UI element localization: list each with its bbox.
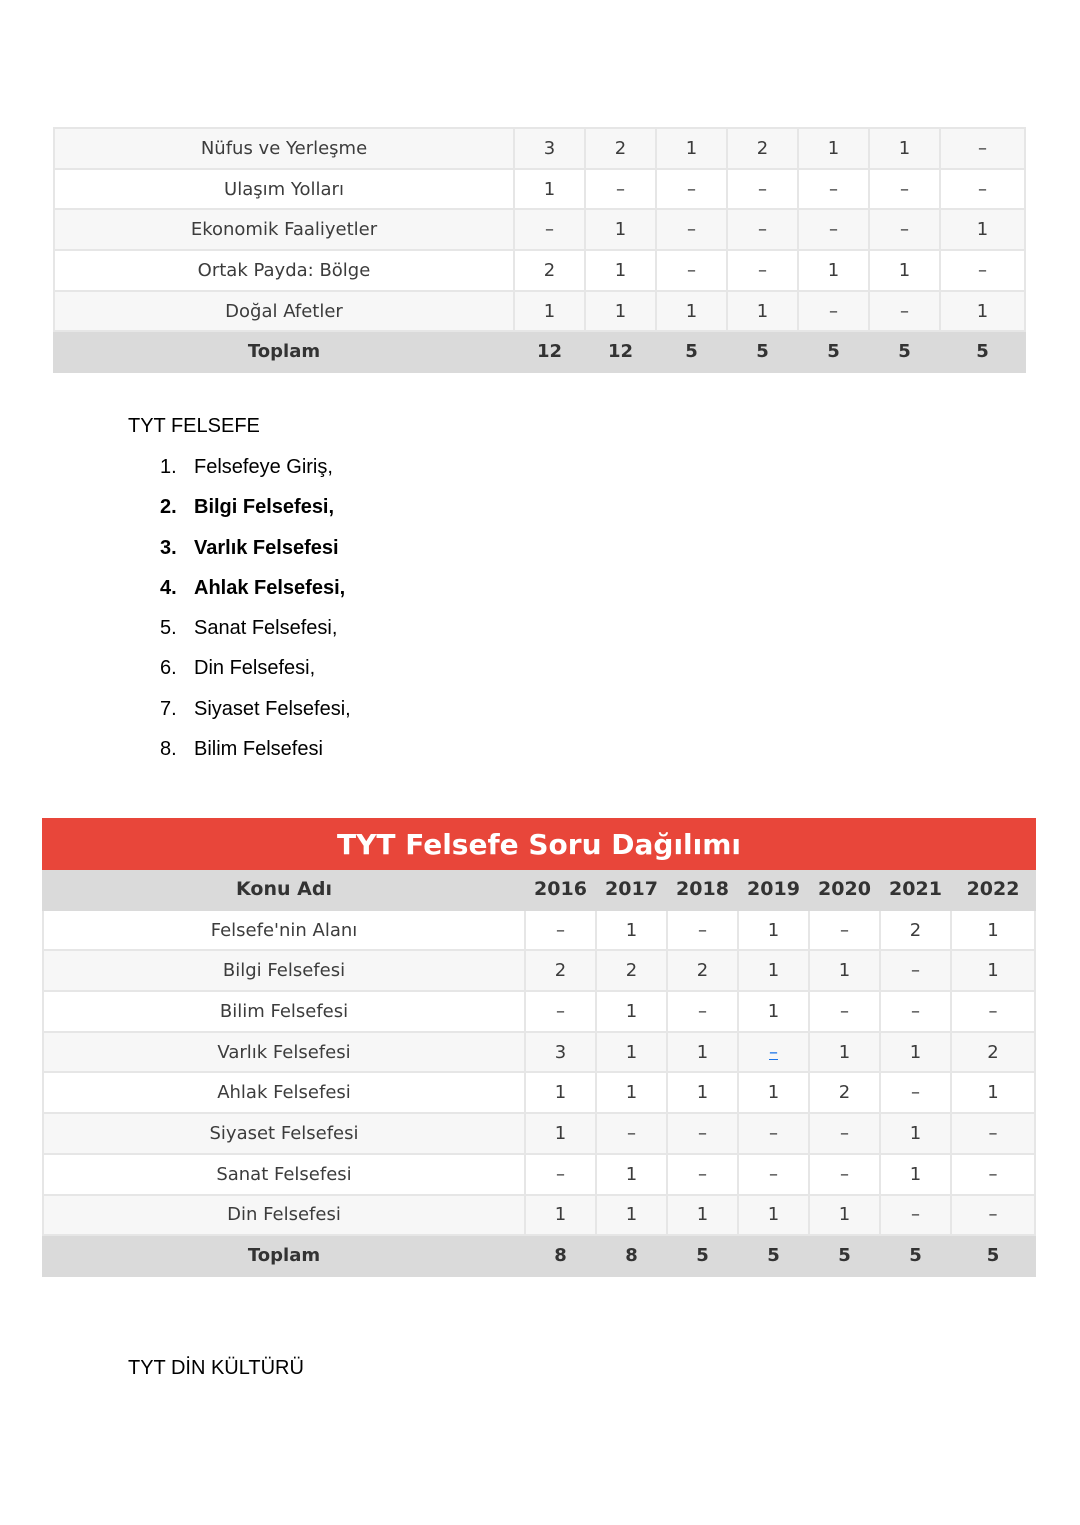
topic-cell: Doğal Afetler xyxy=(54,291,514,332)
felsefe-table-title-row xyxy=(43,819,1035,869)
total-label: Toplam xyxy=(54,331,514,372)
value-cell: 1 xyxy=(798,128,869,169)
table-row xyxy=(43,1154,1035,1195)
value-cell: 1 xyxy=(880,1032,951,1073)
total-value-cell: 5 xyxy=(809,1235,880,1276)
value-cell: 1 xyxy=(951,1072,1035,1113)
total-value-cell: 5 xyxy=(738,1235,809,1276)
value-cell: 1 xyxy=(667,1195,738,1236)
value-cell: – xyxy=(880,1195,951,1236)
link-value[interactable]: – xyxy=(769,1041,778,1063)
list-item-text: Din Felsefesi, xyxy=(194,657,316,680)
list-item-number: 4. xyxy=(160,576,177,599)
value-cell: 1 xyxy=(738,950,809,991)
total-value-cell: 5 xyxy=(951,1235,1035,1276)
value-cell xyxy=(738,1032,809,1073)
felsefe-topic-list xyxy=(160,447,351,769)
value-cell: 1 xyxy=(809,950,880,991)
value-cell: 1 xyxy=(514,291,585,332)
felsefe-table-header-row xyxy=(43,869,1035,910)
value-cell: 1 xyxy=(940,209,1025,250)
value-cell: 1 xyxy=(738,991,809,1032)
value-cell: 1 xyxy=(525,1072,596,1113)
topic-cell: Ulaşım Yolları xyxy=(54,169,514,210)
value-cell: 1 xyxy=(951,950,1035,991)
value-cell: 1 xyxy=(667,1072,738,1113)
topic-cell: Ekonomik Faaliyetler xyxy=(54,209,514,250)
table-row xyxy=(54,128,1025,169)
total-value-cell: 8 xyxy=(596,1235,667,1276)
list-item xyxy=(160,729,351,769)
table-row xyxy=(54,169,1025,210)
value-cell: 1 xyxy=(880,1113,951,1154)
list-item-text: Felsefeye Giriş, xyxy=(194,456,333,478)
value-cell: 1 xyxy=(880,1154,951,1195)
list-item-number: 1. xyxy=(160,456,177,478)
felsefe-heading: TYT FELSEFE xyxy=(128,415,260,437)
value-cell: – xyxy=(809,1154,880,1195)
topic-cell: Felsefe'nin Alanı xyxy=(43,910,525,951)
column-header-konu: Konu Adı xyxy=(43,869,525,910)
value-cell: 1 xyxy=(596,910,667,951)
value-cell: 1 xyxy=(738,1195,809,1236)
total-value-cell: 5 xyxy=(798,331,869,372)
value-cell: – xyxy=(880,950,951,991)
table-row xyxy=(43,910,1035,951)
topic-cell: Ortak Payda: Bölge xyxy=(54,250,514,291)
value-cell: – xyxy=(667,910,738,951)
value-cell: – xyxy=(727,250,798,291)
table-row xyxy=(43,991,1035,1032)
value-cell: 1 xyxy=(727,291,798,332)
value-cell: 1 xyxy=(809,1195,880,1236)
value-cell: 2 xyxy=(727,128,798,169)
value-cell: – xyxy=(940,250,1025,291)
value-cell: – xyxy=(667,1154,738,1195)
value-cell: 1 xyxy=(940,291,1025,332)
value-cell: 1 xyxy=(667,1032,738,1073)
total-row xyxy=(54,331,1025,372)
felsefe-table xyxy=(42,818,1036,1277)
value-cell: 1 xyxy=(656,291,727,332)
value-cell: 3 xyxy=(514,128,585,169)
value-cell: – xyxy=(656,250,727,291)
column-header-year: 2016 xyxy=(525,869,596,910)
din-kulturu-heading: TYT DİN KÜLTÜRÜ xyxy=(128,1357,304,1379)
cografya-table xyxy=(53,127,1026,373)
table-row xyxy=(54,291,1025,332)
value-cell: – xyxy=(869,291,940,332)
topic-cell: Sanat Felsefesi xyxy=(43,1154,525,1195)
value-cell: – xyxy=(738,1154,809,1195)
value-cell: 1 xyxy=(656,128,727,169)
list-item xyxy=(160,447,351,487)
value-cell: 2 xyxy=(514,250,585,291)
value-cell: 1 xyxy=(596,1195,667,1236)
value-cell: 1 xyxy=(951,910,1035,951)
list-item-number: 5. xyxy=(160,617,177,640)
list-item-number: 3. xyxy=(160,536,177,559)
total-value-cell: 12 xyxy=(585,331,656,372)
value-cell: – xyxy=(940,169,1025,210)
table-row xyxy=(43,1072,1035,1113)
value-cell: – xyxy=(798,291,869,332)
value-cell: – xyxy=(869,169,940,210)
value-cell: – xyxy=(525,991,596,1032)
list-item-number: 8. xyxy=(160,738,177,761)
topic-cell: Bilgi Felsefesi xyxy=(43,950,525,991)
value-cell: – xyxy=(656,169,727,210)
table-row xyxy=(54,209,1025,250)
value-cell: 1 xyxy=(596,1154,667,1195)
topic-cell: Ahlak Felsefesi xyxy=(43,1072,525,1113)
value-cell: – xyxy=(525,910,596,951)
column-header-year: 2018 xyxy=(667,869,738,910)
list-item-text: Bilim Felsefesi xyxy=(194,738,323,761)
value-cell: 1 xyxy=(869,128,940,169)
column-header-year: 2020 xyxy=(809,869,880,910)
table-row xyxy=(43,1195,1035,1236)
value-cell: 2 xyxy=(880,910,951,951)
value-cell: 1 xyxy=(585,250,656,291)
value-cell: – xyxy=(798,209,869,250)
value-cell: – xyxy=(951,1195,1035,1236)
list-item-text: Siyaset Felsefesi, xyxy=(194,697,351,720)
total-row xyxy=(43,1235,1035,1276)
value-cell: 1 xyxy=(596,991,667,1032)
value-cell: – xyxy=(738,1113,809,1154)
value-cell: 1 xyxy=(809,1032,880,1073)
column-header-year: 2017 xyxy=(596,869,667,910)
total-value-cell: 5 xyxy=(667,1235,738,1276)
value-cell: 2 xyxy=(525,950,596,991)
list-item-number: 7. xyxy=(160,697,177,720)
value-cell: 1 xyxy=(596,1032,667,1073)
list-item-text: Varlık Felsefesi xyxy=(194,536,339,559)
value-cell: – xyxy=(809,991,880,1032)
list-item xyxy=(160,528,351,568)
value-cell: – xyxy=(951,1113,1035,1154)
value-cell: 2 xyxy=(809,1072,880,1113)
value-cell: – xyxy=(656,209,727,250)
value-cell: 2 xyxy=(596,950,667,991)
column-header-year: 2021 xyxy=(880,869,951,910)
total-value-cell: 8 xyxy=(525,1235,596,1276)
value-cell: – xyxy=(798,169,869,210)
value-cell: – xyxy=(940,128,1025,169)
value-cell: 1 xyxy=(798,250,869,291)
value-cell: 1 xyxy=(596,1072,667,1113)
value-cell: – xyxy=(585,169,656,210)
total-value-cell: 5 xyxy=(656,331,727,372)
topic-cell: Din Felsefesi xyxy=(43,1195,525,1236)
value-cell: – xyxy=(809,1113,880,1154)
value-cell: – xyxy=(951,1154,1035,1195)
value-cell: – xyxy=(880,991,951,1032)
list-item-text: Bilgi Felsefesi, xyxy=(194,496,335,519)
topic-cell: Siyaset Felsefesi xyxy=(43,1113,525,1154)
total-value-cell: 5 xyxy=(727,331,798,372)
table-row xyxy=(43,1032,1035,1073)
table-title: TYT Felsefe Soru Dağılımı xyxy=(43,819,1035,869)
topic-cell: Bilim Felsefesi xyxy=(43,991,525,1032)
table-row xyxy=(43,950,1035,991)
value-cell: 3 xyxy=(525,1032,596,1073)
value-cell: – xyxy=(727,209,798,250)
list-item xyxy=(160,689,351,729)
list-item-text: Ahlak Felsefesi, xyxy=(194,576,346,599)
topic-cell: Varlık Felsefesi xyxy=(43,1032,525,1073)
value-cell: – xyxy=(727,169,798,210)
value-cell: 1 xyxy=(525,1195,596,1236)
value-cell: 1 xyxy=(525,1113,596,1154)
value-cell: – xyxy=(809,910,880,951)
table-row xyxy=(43,1113,1035,1154)
value-cell: – xyxy=(880,1072,951,1113)
value-cell: – xyxy=(667,991,738,1032)
list-item-text: Sanat Felsefesi, xyxy=(194,617,338,640)
value-cell: 1 xyxy=(585,291,656,332)
value-cell: 2 xyxy=(667,950,738,991)
total-value-cell: 12 xyxy=(514,331,585,372)
list-item-number: 2. xyxy=(160,496,177,519)
list-item xyxy=(160,568,351,608)
table-row xyxy=(54,250,1025,291)
value-cell: 1 xyxy=(869,250,940,291)
topic-cell: Nüfus ve Yerleşme xyxy=(54,128,514,169)
value-cell: 1 xyxy=(585,209,656,250)
value-cell: 1 xyxy=(738,1072,809,1113)
value-cell: 1 xyxy=(514,169,585,210)
list-item xyxy=(160,648,351,688)
total-value-cell: 5 xyxy=(880,1235,951,1276)
list-item xyxy=(160,487,351,527)
total-label: Toplam xyxy=(43,1235,525,1276)
value-cell: – xyxy=(951,991,1035,1032)
column-header-year: 2019 xyxy=(738,869,809,910)
value-cell: 2 xyxy=(951,1032,1035,1073)
value-cell: 1 xyxy=(738,910,809,951)
value-cell: – xyxy=(525,1154,596,1195)
total-value-cell: 5 xyxy=(940,331,1025,372)
value-cell: – xyxy=(667,1113,738,1154)
value-cell: – xyxy=(596,1113,667,1154)
value-cell: 2 xyxy=(585,128,656,169)
total-value-cell: 5 xyxy=(869,331,940,372)
list-item-number: 6. xyxy=(160,657,177,680)
column-header-year: 2022 xyxy=(951,869,1035,910)
value-cell: – xyxy=(869,209,940,250)
list-item xyxy=(160,608,351,648)
value-cell: – xyxy=(514,209,585,250)
